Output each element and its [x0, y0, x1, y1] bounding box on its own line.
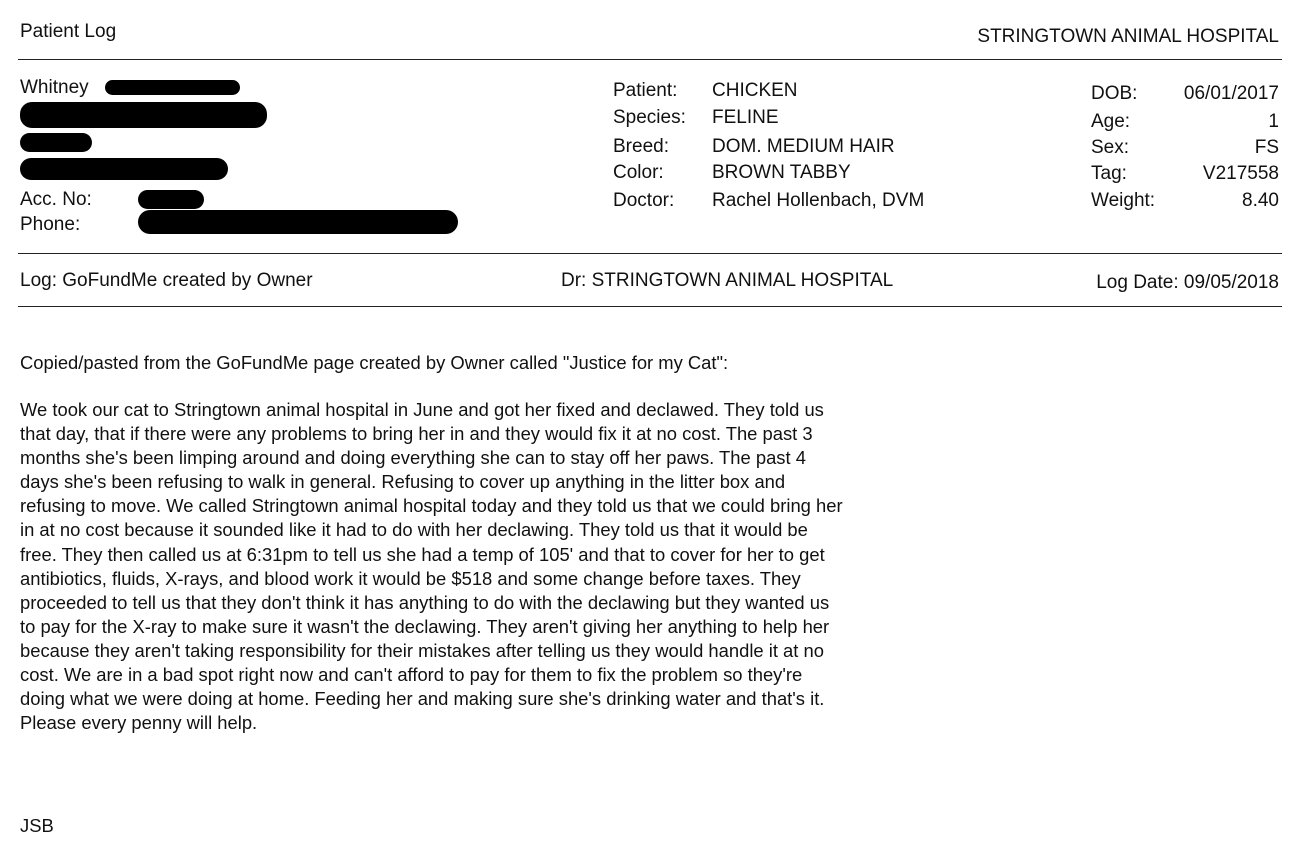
header-divider: [18, 59, 1282, 60]
dob-value: 06/01/2017: [1183, 83, 1279, 104]
patient-name-value: CHICKEN: [712, 80, 798, 101]
doctor-label: Doctor:: [613, 190, 675, 211]
tag-label: Tag:: [1091, 163, 1127, 184]
log-doctor: Dr: STRINGTOWN ANIMAL HOSPITAL: [561, 270, 894, 291]
redacted-address-line-2: [20, 133, 92, 152]
redacted-phone: [138, 210, 458, 234]
doctor-value: Rachel Hollenbach, DVM: [712, 190, 925, 211]
sex-value: FS: [1254, 137, 1279, 158]
age-label: Age:: [1091, 111, 1131, 132]
redacted-acc-no: [138, 190, 204, 209]
tag-value: V217558: [1202, 163, 1279, 184]
hospital-name: STRINGTOWN ANIMAL HOSPITAL: [977, 26, 1279, 47]
redacted-address-line-3: [20, 158, 228, 180]
species-value: FELINE: [712, 107, 779, 128]
patient-name-label: Patient:: [613, 80, 678, 101]
age-value: 1: [1268, 111, 1279, 132]
log-divider: [18, 306, 1282, 307]
log-entry: Log: GoFundMe created by Owner: [20, 270, 313, 291]
acc-no-label: Acc. No:: [20, 189, 92, 210]
color-label: Color:: [613, 162, 664, 183]
redacted-owner-surname: [105, 80, 240, 95]
sex-label: Sex:: [1091, 137, 1130, 158]
page-title: Patient Log: [20, 21, 117, 42]
dob-label: DOB:: [1091, 83, 1138, 104]
species-label: Species:: [613, 107, 686, 128]
signature: JSB: [20, 815, 54, 836]
breed-value: DOM. MEDIUM HAIR: [712, 136, 895, 157]
color-value: BROWN TABBY: [712, 162, 851, 183]
log-date: Log Date: 09/05/2018: [1096, 272, 1279, 293]
owner-first-name: Whitney: [20, 77, 89, 98]
intro-text: Copied/pasted from the GoFundMe page created by Owner called "Justice for my Cat":: [20, 352, 729, 373]
weight-value: 8.40: [1242, 190, 1279, 211]
phone-label: Phone:: [20, 214, 81, 235]
gofundme-paragraph: We took our cat to Stringtown animal hospital in June and got her fixed and declawed. They told us that day, that if there were any problems to bring her in and they would fix it at no cost. The past 3 months she's been limping around and doing everything she can to stay off her paws. The past 4 days she's been refusing to walk in general. Refusing to cover up anything in the litter box and refusing to move. We called Stringtown animal hospital today and they told us that we could bring her in at no cost because it sounded like it had to do with her declawing. They told us that it would be free. They then called us at 6:31pm to tell us she had a temp of 105' and that to cover for her to get antibiotics, fluids, X-rays, and blood work it would be $518 and some change before taxes. They proceeded to tell us that they don't think it has anything to do with the declawing but they wanted us to pay for the X-ray to make sure it wasn't the declawing. They aren't giving her anything to help her because they aren't taking responsibility for their mistakes after telling us they would handle it at no cost. We are in a bad spot right now and can't afford to pay for them to fix the problem so they're doing what we were doing at home. Feeding her and making sure she's drinking water and that's it. Please every penny will help.: [20, 399, 843, 734]
weight-label: Weight:: [1091, 190, 1156, 211]
breed-label: Breed:: [613, 136, 669, 157]
info-divider: [18, 253, 1282, 254]
redacted-address-line-1: [20, 102, 267, 128]
